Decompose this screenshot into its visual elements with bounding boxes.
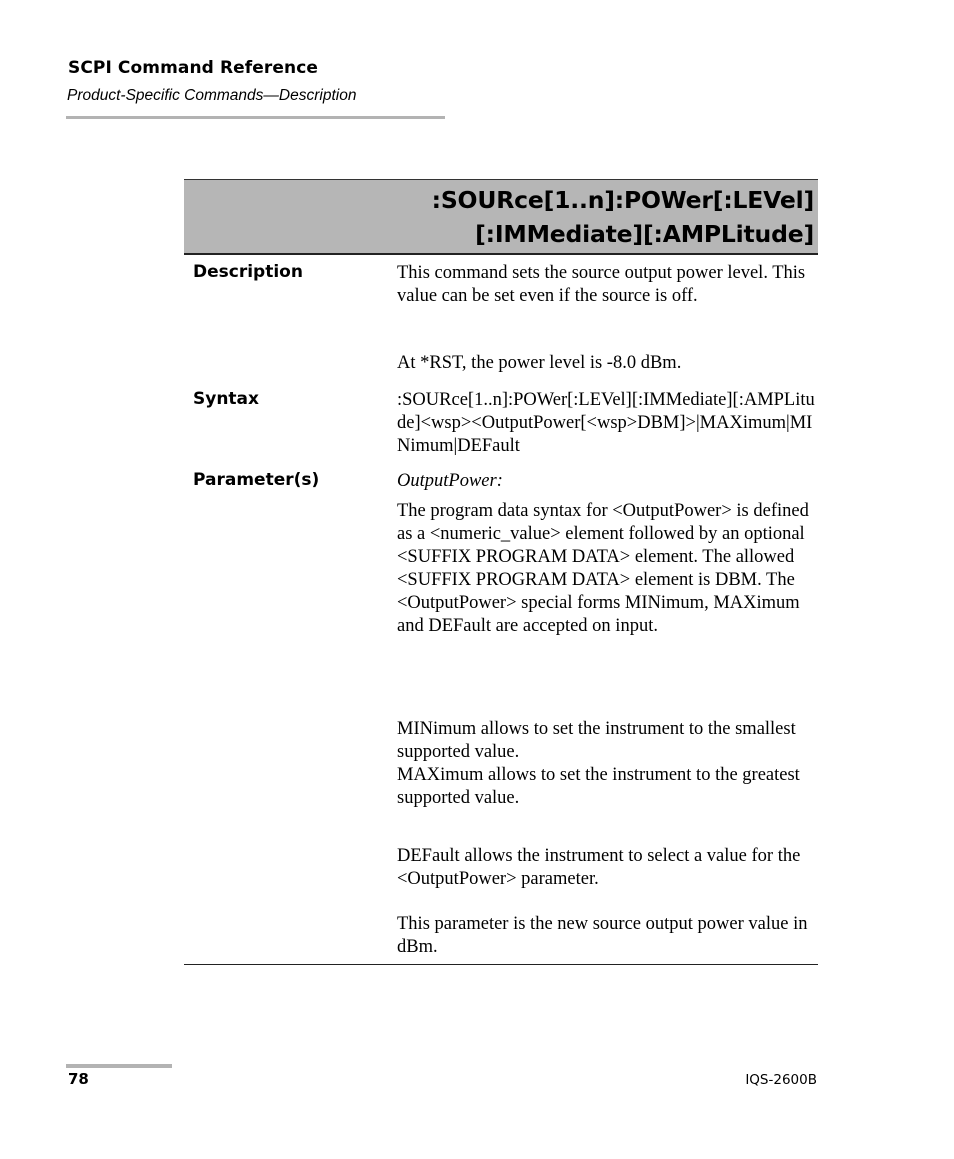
command-title [432,183,814,251]
default-description: DEFault allows the instrument to select a value for the <OutputPower> parameter. [397,846,801,889]
section-title: SCPI Command Reference [68,58,319,78]
maximum-description: MAXimum allows to set the instrument to the greatest supported value. [397,765,800,808]
parameter-value-description: This parameter is the new source output power value in dBm. [397,914,808,957]
minimum-description: MINimum allows to set the instrument to the smallest supported value. [397,719,796,762]
page-number: 78 [68,1070,89,1088]
parameter-name: OutputPower: [397,471,503,491]
header-divider [66,116,445,119]
product-name: IQS-2600B [745,1072,817,1088]
section-subtitle: Product-Specific Commands—Description [67,87,357,104]
parameter-syntax-description: The program data syntax for <OutputPower> is defined as a <numeric_value> element followed by an optional <SUFFIX PROGRAM DATA> element. The allowed <SUFFIX PROGRAM DATA> element is DBM. The <OutputPower> special forms MINimum, MAXimum and DEFault are accepted on input. [397,501,809,636]
syntax-label: Syntax [193,389,259,409]
command-title-line1: :SOURce[1..n]:POWer[:LEVel] [431,186,814,214]
parameters-label: Parameter(s) [193,470,320,490]
description-label: Description [193,262,303,282]
syntax-text: :SOURce[1..n]:POWer[:LEVel][:IMMediate][:AMPLitude]<wsp><OutputPower[<wsp>DBM]>|MAXimum|MINimum|DEFault [397,390,815,456]
description-text: This command sets the source output power level. This value can be set even if the source is off. [397,263,806,306]
rst-note: At *RST, the power level is -8.0 dBm. [397,353,682,373]
footer-divider [66,1064,172,1068]
command-title-line2: [:IMMediate][:AMPLitude] [475,220,814,248]
command-heading-box [184,179,818,255]
table-bottom-rule [184,964,818,965]
